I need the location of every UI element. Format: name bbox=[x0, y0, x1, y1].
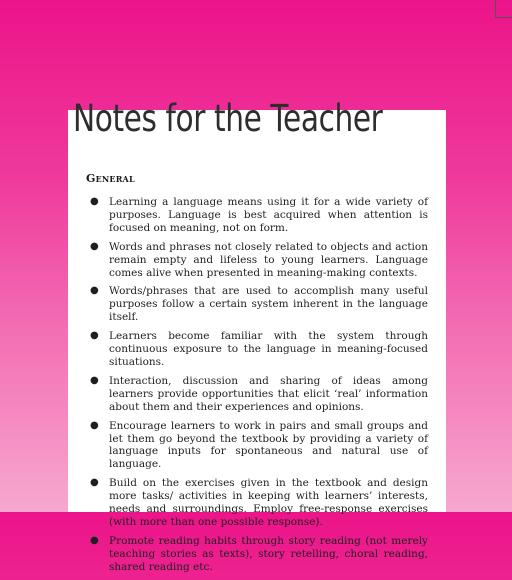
list-item bbox=[90, 241, 428, 280]
bullet-icon: ● bbox=[90, 330, 99, 342]
notes-list bbox=[90, 196, 428, 580]
note-text: Learning a language means using it for a wide variety of purposes. Language is best acquired when attention is focused on meaning, not on form. bbox=[109, 196, 428, 234]
page-title: Notes for the Teacher bbox=[73, 97, 383, 140]
bullet-icon: ● bbox=[90, 419, 99, 431]
list-item bbox=[90, 420, 428, 472]
note-text: Encourage learners to work in pairs and small groups and let them go beyond the textbook by providing a variety of language inputs for spontaneous and natural use of language. bbox=[109, 419, 428, 471]
bullet-icon: ● bbox=[90, 240, 99, 252]
list-item bbox=[90, 196, 428, 235]
section-heading: General bbox=[86, 172, 135, 185]
bullet-icon: ● bbox=[90, 374, 99, 386]
list-item bbox=[90, 285, 428, 324]
bullet-icon: ● bbox=[90, 534, 99, 546]
bullet-icon: ● bbox=[90, 196, 99, 207]
note-text: Promote reading habits through story reading (not merely teaching stories as texts), story retelling, choral reading, shared reading etc. bbox=[109, 534, 428, 573]
bullet-icon: ● bbox=[90, 477, 99, 489]
note-text: Words and phrases not closely related to objects and action remain empty and lifeless to young learners. Language comes alive when presented in meaning-making contexts. bbox=[109, 240, 428, 279]
note-text: Words/phrases that are used to accomplish many useful purposes follow a certain system inherent in the language itself. bbox=[109, 285, 428, 324]
list-item bbox=[90, 330, 428, 369]
crop-mark bbox=[495, 0, 512, 18]
list-item bbox=[90, 375, 428, 414]
list-item bbox=[90, 477, 428, 529]
note-text: Interaction, discussion and sharing of ideas among learners provide opportunities that elicit ‘real’ information about them and their experiences and opinions. bbox=[109, 374, 428, 413]
list-item bbox=[90, 535, 428, 574]
note-text: Learners become familiar with the system through continuous exposure to the language in meaning-focused situations. bbox=[109, 330, 428, 368]
note-text: Build on the exercises given in the textbook and design more tasks/ activities in keeping with learners’ interests, needs and surroundings. Employ free-response exercises (with more than one possible response). bbox=[109, 477, 428, 528]
bullet-icon: ● bbox=[90, 285, 99, 297]
